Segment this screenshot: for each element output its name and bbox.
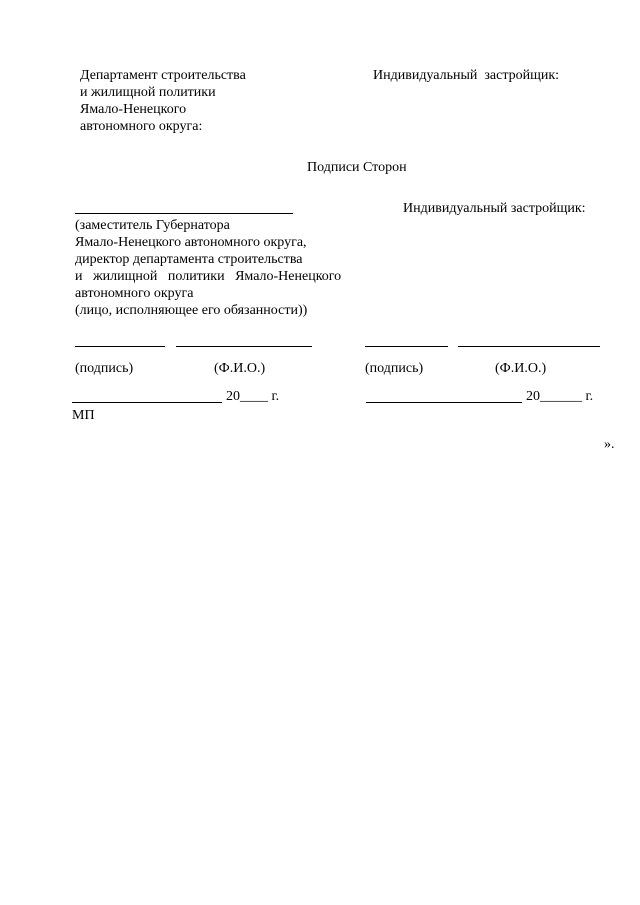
right-name-caption: (Ф.И.О.) [495,361,547,376]
official-description [75,217,341,319]
left-signature-caption: (подпись) [75,361,134,376]
department-line: Ямало-Ненецкого [80,102,187,117]
left-name-caption: (Ф.И.О.) [214,361,266,376]
closing-mark: ». [604,437,615,452]
department-line: автономного округа: [80,119,203,134]
department-line: Департамент строительства [80,68,246,83]
developer-heading-top: Индивидуальный застройщик: [373,68,560,83]
department-line: и жилищной политики [80,85,216,100]
official-description-line: (лицо, исполняющее его обязанности)) [75,303,308,318]
right-signature-caption: (подпись) [365,361,424,376]
official-description-line: Ямало-Ненецкого автономного округа, [75,235,307,250]
official-description-line: (заместитель Губернатора [75,218,230,233]
left-date: 20____ г. [226,389,280,404]
right-date-rule [366,402,522,403]
developer-heading: Индивидуальный застройщик: [403,201,586,216]
official-description-line: директор департамента строительства [75,252,303,267]
right-name-rule [458,346,600,347]
left-name-rule [176,346,312,347]
section-title: Подписи Сторон [307,160,407,175]
right-signature-rule [365,346,448,347]
stamp-label: МП [72,408,95,423]
left-date-rule [72,402,222,403]
right-date: 20______ г. [526,389,594,404]
official-description-line: и жилищной политики Ямало-Ненецкого [75,269,342,284]
left-signature-rule [75,346,165,347]
official-description-line: автономного округа [75,286,194,301]
department-block [80,67,246,135]
official-signature-line [75,213,293,214]
